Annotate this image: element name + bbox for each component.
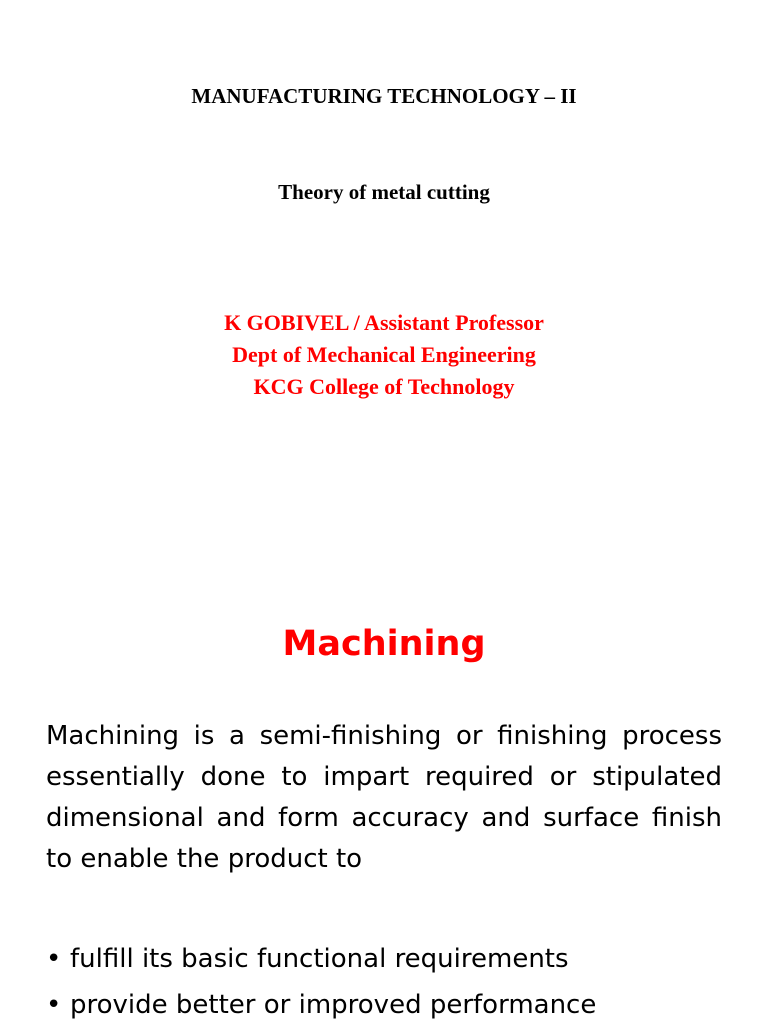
author-college-line: KCG College of Technology — [253, 374, 515, 399]
list-item — [46, 936, 746, 982]
author-department-line: Dept of Mechanical Engineering — [232, 342, 536, 367]
course-title: MANUFACTURING TECHNOLOGY – II — [191, 84, 577, 108]
list-item-text: provide better or improved performance — [70, 990, 597, 1020]
author-name-line: K GOBIVEL / Assistant Professor — [224, 310, 544, 335]
bullet-icon: • — [46, 944, 62, 974]
body-paragraph: Machining is a semi-finishing or finishing process essentially done to impart required or stipulated dimensional and form accuracy and surface finish to enable the product to — [46, 721, 722, 874]
list-item — [46, 982, 746, 1028]
author-block — [0, 307, 768, 403]
topic-title: Theory of metal cutting — [278, 180, 490, 204]
list-item-text: fulfill its basic functional requirements — [70, 944, 569, 974]
bullet-list — [46, 936, 746, 1028]
section-heading: Machining — [282, 624, 486, 664]
bullet-icon: • — [46, 990, 62, 1020]
